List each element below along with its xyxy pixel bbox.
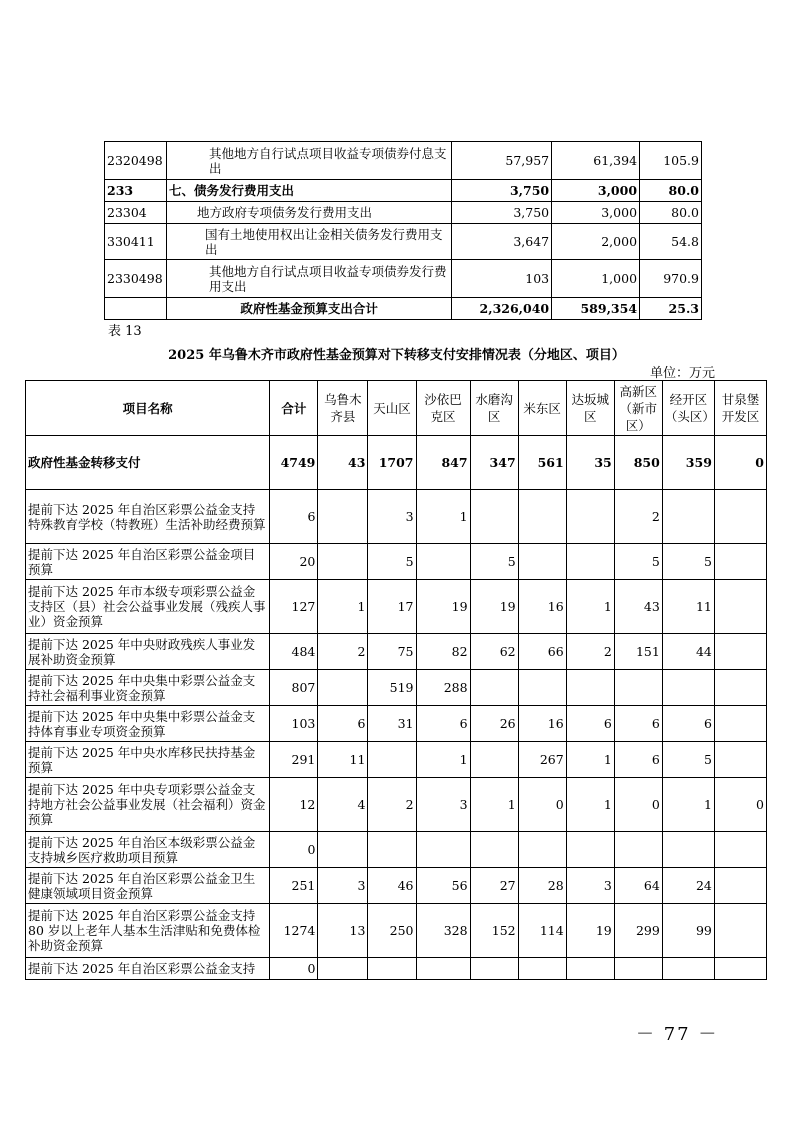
row-code (105, 298, 167, 320)
total-value: 561 (518, 436, 566, 490)
row-value (614, 670, 662, 706)
row-value (662, 490, 714, 544)
row-value: 6 (416, 706, 470, 742)
row-value: 250 (368, 904, 416, 958)
table-row (26, 904, 767, 958)
row-value: 6 (614, 706, 662, 742)
row-name: 提前下达 2025 年中央水库移民扶持基金预算 (26, 742, 270, 778)
total-value: 43 (318, 436, 368, 490)
row-value: 0 (714, 778, 766, 832)
row-value (470, 742, 518, 778)
row-value: 13 (318, 904, 368, 958)
row-name: 提前下达 2025 年自治区彩票公益金支持特殊教育学校（特教班）生活补助经费预算 (26, 490, 270, 544)
row-value: 62 (470, 634, 518, 670)
row-name: 七、债务发行费用支出 (166, 180, 451, 202)
row-name: 提前下达 2025 年市本级专项彩票公益金支持区（县）社会公益事业发展（残疾人事业）资金预算 (26, 580, 270, 634)
total-value: 0 (714, 436, 766, 490)
row-value (714, 706, 766, 742)
row-value (714, 544, 766, 580)
row-value: 484 (270, 634, 318, 670)
row-value: 328 (416, 904, 470, 958)
row-value: 17 (368, 580, 416, 634)
column-header: 天山区 (368, 381, 416, 436)
row-value: 46 (368, 868, 416, 904)
row-value (368, 832, 416, 868)
row-value: 0 (270, 958, 318, 980)
row-value (614, 832, 662, 868)
column-header: 甘泉堡开发区 (714, 381, 766, 436)
row-value: 3 (318, 868, 368, 904)
total-row (26, 436, 767, 490)
row-name: 提前下达 2025 年中央专项彩票公益金支持地方社会公益事业发展（社会福利）资金预算 (26, 778, 270, 832)
row-value (714, 742, 766, 778)
row-value-1: 57,957 (452, 142, 552, 180)
row-value: 64 (614, 868, 662, 904)
table-row (26, 670, 767, 706)
row-value: 6 (614, 742, 662, 778)
row-value-1: 2,326,040 (452, 298, 552, 320)
row-value (662, 670, 714, 706)
row-value-1: 3,647 (452, 224, 552, 260)
table-title: 2025 年乌鲁木齐市政府性基金预算对下转移支付安排情况表（分地区、项目） (168, 348, 625, 363)
row-value: 807 (270, 670, 318, 706)
column-header: 乌鲁木齐县 (318, 381, 368, 436)
total-value: 4749 (270, 436, 318, 490)
row-value: 99 (662, 904, 714, 958)
row-value-3: 54.8 (640, 224, 702, 260)
row-value (518, 670, 566, 706)
table-row (26, 706, 767, 742)
row-value (714, 868, 766, 904)
row-value: 5 (662, 742, 714, 778)
row-value (614, 958, 662, 980)
row-code: 233 (105, 180, 167, 202)
row-value: 2 (614, 490, 662, 544)
row-value: 299 (614, 904, 662, 958)
row-value (662, 958, 714, 980)
row-value: 44 (662, 634, 714, 670)
column-header: 达坂城区 (566, 381, 614, 436)
row-value: 66 (518, 634, 566, 670)
row-name: 提前下达 2025 年中央财政残疾人事业发展补助资金预算 (26, 634, 270, 670)
row-value: 1 (318, 580, 368, 634)
table-row (105, 202, 702, 224)
row-code: 330411 (105, 224, 167, 260)
row-value: 1 (566, 580, 614, 634)
row-value: 0 (270, 832, 318, 868)
row-value (566, 544, 614, 580)
row-value: 2 (318, 634, 368, 670)
row-name: 提前下达 2025 年自治区彩票公益金项目预算 (26, 544, 270, 580)
row-value: 1 (566, 778, 614, 832)
row-value-2: 2,000 (552, 224, 640, 260)
row-value: 26 (470, 706, 518, 742)
row-value (318, 490, 368, 544)
row-value-3: 80.0 (640, 202, 702, 224)
table-row (105, 224, 702, 260)
row-name: 其他地方自行试点项目收益专项债券发行费用支出 (166, 260, 451, 298)
row-value: 0 (614, 778, 662, 832)
row-value-1: 3,750 (452, 202, 552, 224)
column-header: 高新区（新市区） (614, 381, 662, 436)
row-value: 6 (662, 706, 714, 742)
row-value (518, 544, 566, 580)
table-row (26, 634, 767, 670)
row-value: 5 (662, 544, 714, 580)
row-value: 28 (518, 868, 566, 904)
row-value-1: 3,750 (452, 180, 552, 202)
row-value (470, 958, 518, 980)
row-value: 3 (368, 490, 416, 544)
row-value (318, 958, 368, 980)
table-row (26, 742, 767, 778)
row-value (714, 634, 766, 670)
row-value: 267 (518, 742, 566, 778)
row-value (416, 958, 470, 980)
row-value: 1 (416, 742, 470, 778)
row-value: 24 (662, 868, 714, 904)
row-value: 519 (368, 670, 416, 706)
row-value (318, 670, 368, 706)
row-value-1: 103 (452, 260, 552, 298)
row-value (518, 958, 566, 980)
row-value: 3 (416, 778, 470, 832)
row-value: 12 (270, 778, 318, 832)
column-header: 项目名称 (26, 381, 270, 436)
row-value: 19 (416, 580, 470, 634)
total-value: 359 (662, 436, 714, 490)
table-row (26, 490, 767, 544)
row-value: 82 (416, 634, 470, 670)
row-name: 地方政府专项债务发行费用支出 (166, 202, 451, 224)
row-value (318, 544, 368, 580)
column-header: 合计 (270, 381, 318, 436)
row-value: 291 (270, 742, 318, 778)
row-value-2: 3,000 (552, 202, 640, 224)
row-code: 2320498 (105, 142, 167, 180)
transfer-payment-table (25, 380, 767, 980)
row-value: 11 (318, 742, 368, 778)
total-value: 847 (416, 436, 470, 490)
table-number: 表 13 (108, 324, 142, 339)
row-value: 19 (566, 904, 614, 958)
row-value: 114 (518, 904, 566, 958)
total-value: 347 (470, 436, 518, 490)
header-row (26, 381, 767, 436)
row-value (518, 832, 566, 868)
row-value (714, 904, 766, 958)
table-row (105, 180, 702, 202)
row-value-3: 25.3 (640, 298, 702, 320)
row-value: 288 (416, 670, 470, 706)
row-value (662, 832, 714, 868)
column-header: 米东区 (518, 381, 566, 436)
row-value-2: 3,000 (552, 180, 640, 202)
row-name: 其他地方自行试点项目收益专项债券付息支出 (166, 142, 451, 180)
row-value: 2 (566, 634, 614, 670)
row-value: 19 (470, 580, 518, 634)
row-code: 23304 (105, 202, 167, 224)
table-row (26, 868, 767, 904)
row-value: 1 (566, 742, 614, 778)
row-value (566, 490, 614, 544)
budget-expenditure-table (104, 141, 702, 320)
row-value: 1274 (270, 904, 318, 958)
row-value (714, 580, 766, 634)
row-value: 127 (270, 580, 318, 634)
row-value (566, 670, 614, 706)
table-row (26, 958, 767, 980)
row-value: 20 (270, 544, 318, 580)
row-value: 75 (368, 634, 416, 670)
row-value (470, 490, 518, 544)
total-value: 35 (566, 436, 614, 490)
row-value (416, 832, 470, 868)
row-value-2: 1,000 (552, 260, 640, 298)
table-row (105, 260, 702, 298)
row-value: 5 (368, 544, 416, 580)
table-row (105, 298, 702, 320)
row-value (470, 832, 518, 868)
row-value (518, 490, 566, 544)
row-value-3: 105.9 (640, 142, 702, 180)
row-value: 16 (518, 706, 566, 742)
column-header: 水磨沟区 (470, 381, 518, 436)
table-row (105, 142, 702, 180)
row-value (714, 670, 766, 706)
column-header: 经开区（头区） (662, 381, 714, 436)
row-value (714, 490, 766, 544)
total-row-name: 政府性基金转移支付 (26, 436, 270, 490)
row-value: 31 (368, 706, 416, 742)
row-value (566, 832, 614, 868)
row-name: 提前下达 2025 年中央集中彩票公益金支持社会福利事业资金预算 (26, 670, 270, 706)
row-value: 103 (270, 706, 318, 742)
row-value: 0 (518, 778, 566, 832)
row-name: 国有土地使用权出让金相关债务发行费用支出 (166, 224, 451, 260)
row-value: 6 (270, 490, 318, 544)
row-value: 151 (614, 634, 662, 670)
unit-label: 单位：万元 (650, 366, 716, 381)
row-value: 5 (614, 544, 662, 580)
row-value (470, 670, 518, 706)
row-name: 政府性基金预算支出合计 (166, 298, 451, 320)
row-value: 4 (318, 778, 368, 832)
page-number: － 77 － (636, 1024, 719, 1045)
row-value-2: 589,354 (552, 298, 640, 320)
row-value (714, 832, 766, 868)
row-value (368, 742, 416, 778)
row-name: 提前下达 2025 年自治区彩票公益金支持 80 岁以上老年人基本生活津贴和免费体检补助资金预算 (26, 904, 270, 958)
row-value (368, 958, 416, 980)
table-row (26, 544, 767, 580)
row-name: 提前下达 2025 年中央集中彩票公益金支持体育事业专项资金预算 (26, 706, 270, 742)
row-value: 6 (318, 706, 368, 742)
row-name: 提前下达 2025 年自治区本级彩票公益金支持城乡医疗救助项目预算 (26, 832, 270, 868)
row-code: 2330498 (105, 260, 167, 298)
row-value (416, 544, 470, 580)
total-value: 850 (614, 436, 662, 490)
table-row (26, 778, 767, 832)
row-value: 152 (470, 904, 518, 958)
row-name: 提前下达 2025 年自治区彩票公益金卫生健康领域项目资金预算 (26, 868, 270, 904)
row-value (318, 832, 368, 868)
row-value: 6 (566, 706, 614, 742)
row-value: 56 (416, 868, 470, 904)
row-value-3: 80.0 (640, 180, 702, 202)
row-value: 43 (614, 580, 662, 634)
row-value: 251 (270, 868, 318, 904)
row-value-3: 970.9 (640, 260, 702, 298)
row-value: 27 (470, 868, 518, 904)
column-header: 沙依巴克区 (416, 381, 470, 436)
table-row (26, 832, 767, 868)
row-name: 提前下达 2025 年自治区彩票公益金支持 (26, 958, 270, 980)
row-value: 1 (662, 778, 714, 832)
row-value: 5 (470, 544, 518, 580)
row-value: 11 (662, 580, 714, 634)
row-value: 1 (416, 490, 470, 544)
row-value: 3 (566, 868, 614, 904)
total-value: 1707 (368, 436, 416, 490)
row-value (566, 958, 614, 980)
table-row (26, 580, 767, 634)
row-value: 16 (518, 580, 566, 634)
row-value: 1 (470, 778, 518, 832)
row-value (714, 958, 766, 980)
row-value: 2 (368, 778, 416, 832)
row-value-2: 61,394 (552, 142, 640, 180)
